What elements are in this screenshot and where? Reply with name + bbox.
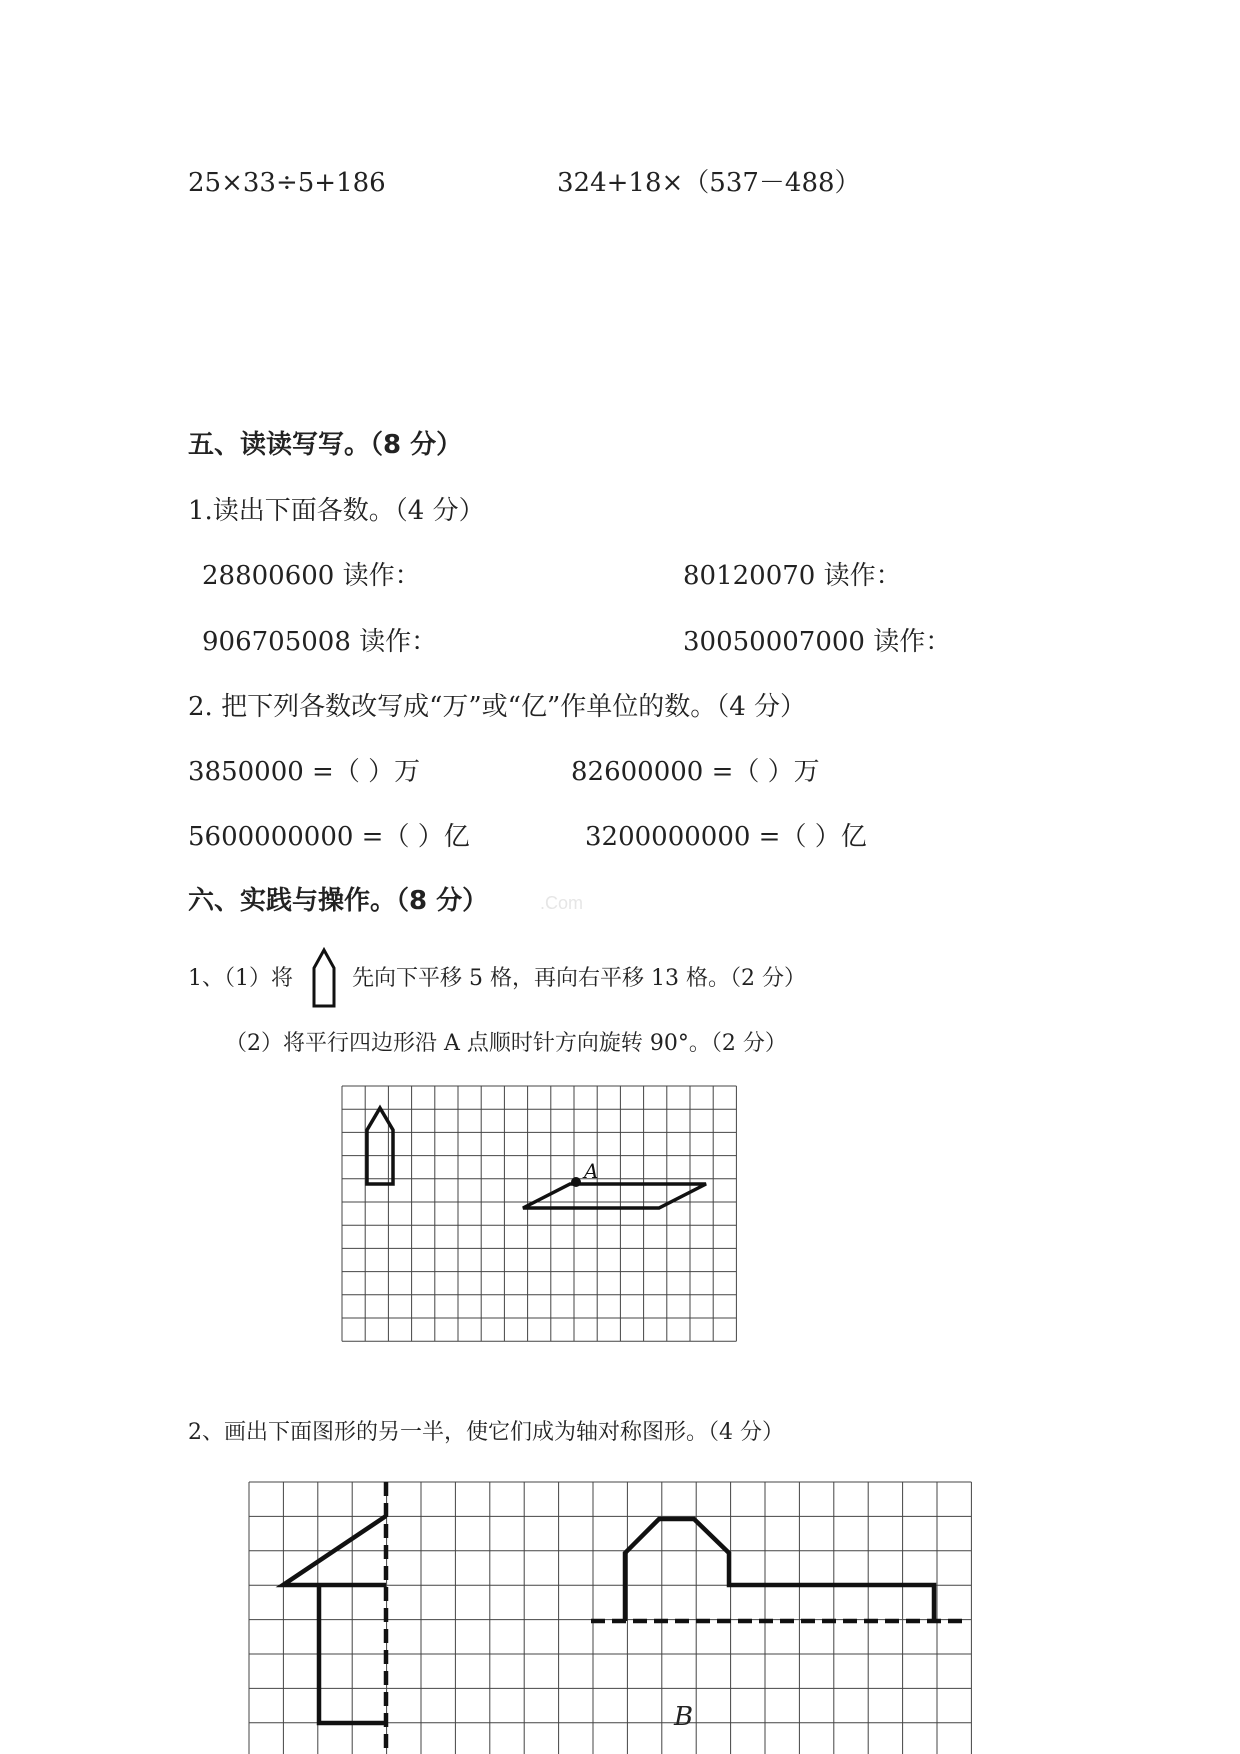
s6-q2-title: 2、画出下面图形的另一半，使它们成为轴对称图形。（4 分） — [188, 1420, 784, 1445]
rewrite-item-4: 3200000000 =（ ）亿 — [585, 822, 867, 852]
read-item-2: 80120070 读作： — [683, 561, 902, 591]
section6-heading: 六、实践与操作。（8 分） — [188, 886, 489, 916]
house-shape-icon — [314, 950, 334, 1006]
expression-1: 25×33÷5+186 — [188, 168, 386, 198]
read-item-4: 30050007000 读作： — [683, 627, 952, 657]
house-figure — [367, 1108, 393, 1184]
read-item-1: 28800600 读作： — [202, 561, 421, 591]
read-item-3: 906705008 读作： — [202, 627, 438, 657]
s6-q1-part1-prefix: 1、（1）将 — [188, 966, 293, 991]
grid-1 — [342, 1086, 736, 1341]
s6-q1-part2: （2）将平行四边形沿 A 点顺时针方向旋转 90°。（2 分） — [225, 1031, 787, 1056]
section5-heading: 五、读读写写。（8 分） — [188, 430, 463, 460]
grid-1-figures — [367, 1108, 706, 1208]
rewrite-item-2: 82600000 =（ ）万 — [571, 757, 820, 787]
point-a-label: A — [584, 1159, 599, 1183]
section5-q2-title: 2. 把下列各数改写成“万”或“亿”作单位的数。（4 分） — [188, 692, 807, 722]
rewrite-item-1: 3850000 =（ ）万 — [188, 757, 421, 787]
point-b-label: B — [674, 1702, 694, 1732]
point-a-marker — [571, 1177, 581, 1187]
s6-q1-part1-suffix: 先向下平移 5 格，再向右平移 13 格。（2 分） — [352, 966, 806, 991]
grid-2 — [249, 1482, 971, 1754]
rewrite-item-3: 5600000000 =（ ）亿 — [188, 822, 470, 852]
expression-2: 324+18×（537－488） — [557, 168, 861, 198]
watermark: .Com — [540, 893, 584, 913]
grid-2-figures — [283, 1482, 969, 1754]
section5-q1-title: 1.读出下面各数。（4 分） — [188, 496, 485, 526]
half-figure-right — [625, 1519, 934, 1621]
